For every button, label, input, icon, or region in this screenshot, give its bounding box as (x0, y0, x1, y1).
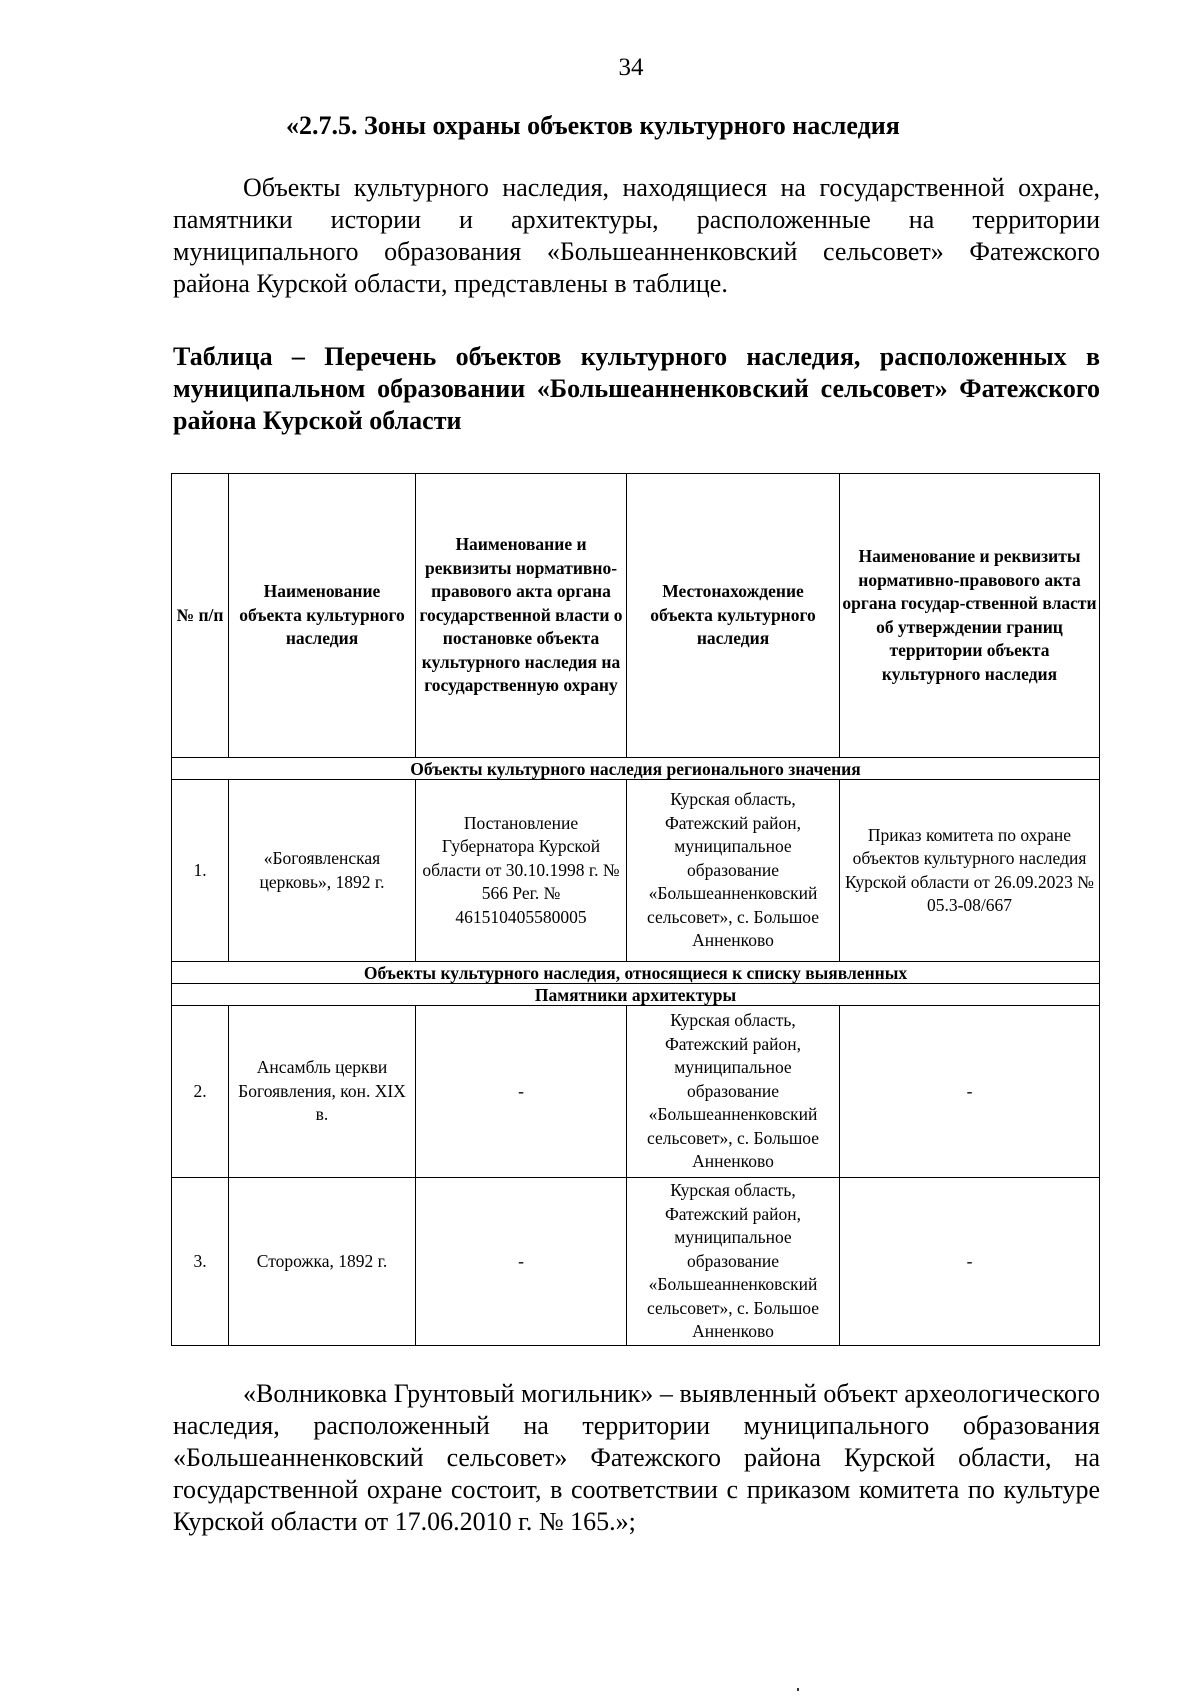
table-row (172, 1006, 1100, 1178)
closing-paragraph: «Волниковка Грунтовый могильник» – выявленный объект археологического наследия, расположенный на территории муниципального образования «Большеанненковский сельсовет» Фатежского района Курской области, на государственной охране состоит, в соответствии с приказом комитета по культуре Курской области от 17.06.2010 г. № 165.»; (173, 1379, 1100, 1536)
section-row-identified (172, 962, 1100, 984)
cell-boundary-act: - (840, 1006, 1100, 1178)
cell-location: Курская область, Фатежский район, муниципальное образование «Большеанненковский сельсовет», с. Большое Анненково (627, 1178, 840, 1346)
heritage-objects-table (171, 473, 1100, 1346)
page-number: 34 (618, 54, 644, 81)
header-location: Местонахождение объекта культурного наследия (627, 474, 840, 758)
cell-number: 3. (172, 1178, 229, 1346)
cell-number: 2. (172, 1006, 229, 1178)
section-label-regional: Объекты культурного наследия регионального значения (172, 758, 1100, 780)
table-row (172, 1178, 1100, 1346)
closing-section (173, 1378, 1100, 1538)
cell-number: 1. (172, 780, 229, 962)
intro-paragraph: Объекты культурного наследия, находящиеся на государственной охране, памятники истории и архитектуры, расположенные на территории муниципального образования «Большеанненковский сельсовет» Фатежского района Курской области, представлены в таблице. (173, 173, 1100, 298)
table-caption: Таблица – Перечень объектов культурного наследия, расположенных в муниципальном образовании «Большеанненковский сельсовет» Фатежского района Курской области (173, 342, 1100, 435)
cell-object-name: «Богоявленская церковь», 1892 г. (229, 780, 416, 962)
table-row (172, 780, 1100, 962)
cell-location: Курская область, Фатежский район, муниципальное образование «Большеанненковский сельсовет», с. Большое Анненково (627, 780, 840, 962)
section-row-regional (172, 758, 1100, 780)
subsection-label-architecture: Памятники архитектуры (172, 984, 1100, 1006)
header-boundary-act: Наименование и реквизиты нормативно-правового акта органа государ-ственной власти об утверждении границ территории объекта культурного наследия (840, 474, 1100, 758)
cell-location: Курская область, Фатежский район, муниципальное образование «Большеанненковский сельсовет», с. Большое Анненково (627, 1006, 840, 1178)
section-heading: «2.7.5. Зоны охраны объектов культурного наследия (286, 111, 900, 140)
scan-speck (797, 1688, 799, 1691)
cell-object-name: Ансамбль церкви Богоявления, кон. XIX в. (229, 1006, 416, 1178)
intro-section (173, 172, 1100, 300)
header-protection-act: Наименование и реквизиты нормативно-правового акта органа государственной власти о постановке объекта культурного наследия на государственную охрану (416, 474, 627, 758)
cell-protection-act: - (416, 1178, 627, 1346)
table-header-row (172, 474, 1100, 758)
cell-boundary-act: - (840, 1178, 1100, 1346)
header-number: № п/п (172, 474, 229, 758)
header-object-name: Наименование объекта культурного наследия (229, 474, 416, 758)
cell-protection-act: - (416, 1006, 627, 1178)
cell-object-name: Сторожка, 1892 г. (229, 1178, 416, 1346)
cell-protection-act: Постановление Губернатора Курской области от 30.10.1998 г. № 566 Рег. № 461510405580005 (416, 780, 627, 962)
subsection-row-architecture (172, 984, 1100, 1006)
section-label-identified: Объекты культурного наследия, относящиеся к списку выявленных (172, 962, 1100, 984)
cell-boundary-act: Приказ комитета по охране объектов культурного наследия Курской области от 26.09.2023 № 05.3-08/667 (840, 780, 1100, 962)
